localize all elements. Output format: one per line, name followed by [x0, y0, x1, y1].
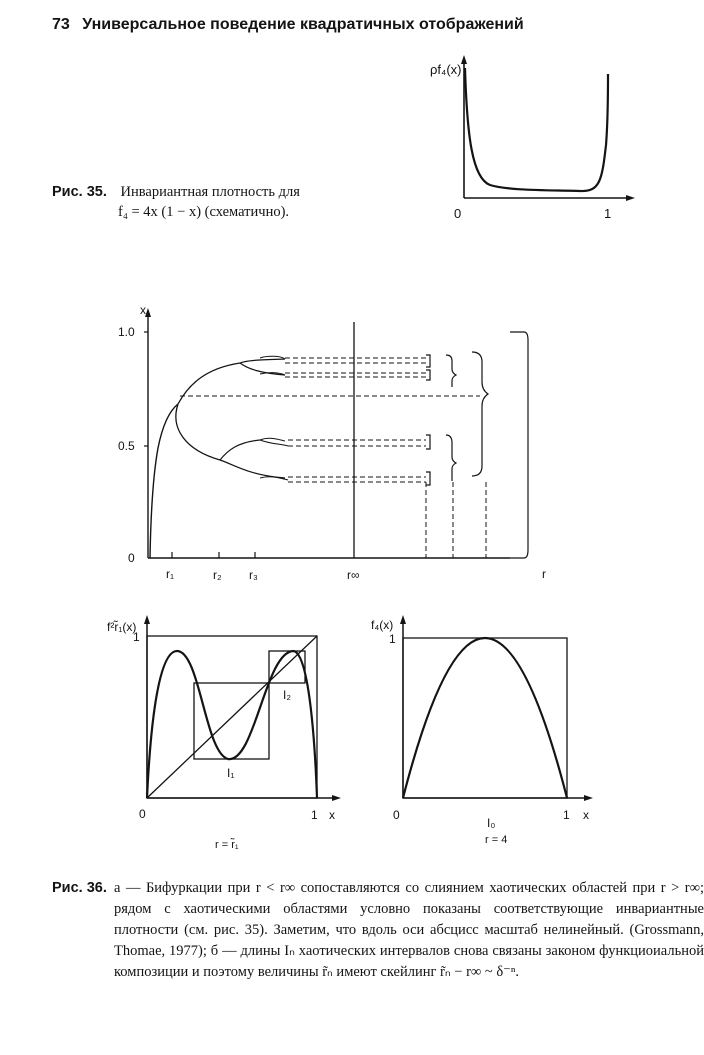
fig36a-density-brackets — [426, 332, 528, 558]
fig36a-rinf-label: r∞ — [347, 568, 360, 582]
fig36br-parabola — [403, 638, 567, 798]
fig36br-ylabel: f₄(x) — [371, 618, 394, 632]
figure-36b-right — [365, 603, 605, 858]
fig36a-r2-label: r₂ — [213, 568, 222, 582]
fig36bl-origin: 0 — [139, 807, 146, 821]
fig36bl-x-tick: 1 — [311, 808, 318, 822]
fig36bl-interval-1-box — [194, 683, 269, 759]
fig36a-r3-label: r₃ — [249, 568, 258, 582]
page-header — [52, 16, 524, 34]
running-title: Универсальное поведение квадратичных отображений — [82, 16, 524, 33]
fig36a-y-label: x — [140, 303, 146, 317]
fig36a-main-branch — [150, 404, 178, 558]
fig35-ylabel: ρf₄(x) — [430, 62, 462, 77]
fig35-label: Рис. 35. — [52, 184, 107, 200]
page-number: 73 — [52, 16, 70, 33]
fig35-x-arrow — [626, 195, 635, 201]
fig36br-origin: 0 — [393, 808, 400, 822]
fig35-caption-line1: Инвариантная плотность для — [120, 184, 300, 200]
fig36br-x-axis-label: x — [583, 808, 589, 822]
fig36a-r1-label: r₁ — [166, 567, 175, 581]
fig36-caption-text: а — Бифуркации при r < r∞ сопоставляются со слиянием хаотических областей при r > r∞; рядом с хаотическими областями условно показаны соответствующие инвариантные плотности (см. рис. 35). Заметим, что вдоль оси абсцисс масштаб нелинейный. (Grossmann, Thomae, 1977); б — длины Iₙ хаотических интервалов снова связаны законом функциоиальной композиции и поэтому величины r̃ₙ имеют скейлинг r̃ₙ − r∞ ~ δ⁻ⁿ. — [114, 880, 704, 980]
fig36bl-interval-2: I₂ — [283, 688, 291, 702]
fig36a-y-tick-zero: 0 — [128, 551, 135, 565]
fig35-x-tick-1: 1 — [604, 206, 612, 221]
figure-35-caption — [52, 182, 364, 222]
figure-36a-bifurcation — [110, 300, 570, 590]
fig36br-y-tick: 1 — [389, 632, 396, 646]
fig36bl-y-tick: 1 — [133, 630, 140, 644]
fig36bl-interval-1: I₁ — [227, 766, 235, 780]
fig35-y-arrow — [461, 55, 467, 64]
fig36a-y-tick-mid: 0.5 — [118, 439, 135, 453]
fig35-density-curve — [465, 68, 608, 191]
fig35-caption-line2: f₄ = 4x (1 − x) (схематично). — [118, 204, 290, 220]
fig36br-interval-0: I₀ — [487, 816, 496, 830]
fig36bl-param: r = r̃₁ — [215, 839, 239, 851]
figure-35-plot — [430, 50, 640, 230]
fig36a-y-tick-top: 1.0 — [118, 325, 135, 339]
fig36-label: Рис. 36. — [52, 880, 107, 896]
fig36bl-ylabel: f²r̃₁(x) — [107, 620, 137, 634]
fig35-x-tick-0: 0 — [454, 206, 462, 221]
fig36bl-x-axis-label: x — [329, 808, 335, 822]
fig36a-x-label: r — [542, 567, 546, 581]
fig36br-x-tick: 1 — [563, 808, 570, 822]
figure-36b-left — [105, 603, 355, 858]
fig36a-dashed-bands — [180, 358, 486, 558]
fig36br-param: r = 4 — [485, 834, 508, 846]
